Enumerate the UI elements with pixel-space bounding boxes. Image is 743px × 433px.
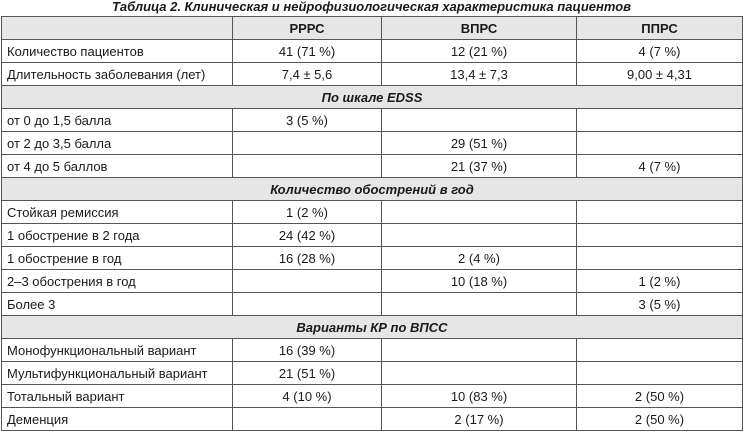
row-label-cell: Более 3 [2, 293, 233, 316]
row-label-cell: Количество пациентов [2, 40, 233, 63]
header-cell-vprs: ВПРС [382, 17, 577, 40]
patients-table [1, 16, 743, 431]
value-cell [577, 109, 743, 132]
value-cell: 7,4 ± 5,6 [233, 63, 382, 86]
value-cell: 21 (51 %) [233, 362, 382, 385]
value-cell: 16 (39 %) [233, 339, 382, 362]
row-label-cell: Деменция [2, 408, 233, 431]
table-row [2, 270, 743, 293]
value-cell: 4 (7 %) [577, 155, 743, 178]
value-cell: 21 (37 %) [382, 155, 577, 178]
table-row [2, 293, 743, 316]
value-cell: 29 (51 %) [382, 132, 577, 155]
value-cell: 2 (50 %) [577, 385, 743, 408]
value-cell: 3 (5 %) [577, 293, 743, 316]
row-label-cell: Стойкая ремиссия [2, 201, 233, 224]
row-label-cell: 2–3 обострения в год [2, 270, 233, 293]
table-row [2, 224, 743, 247]
row-label-cell: Монофункциональный вариант [2, 339, 233, 362]
table-row [2, 339, 743, 362]
value-cell [382, 362, 577, 385]
value-cell: 16 (28 %) [233, 247, 382, 270]
value-cell: 1 (2 %) [577, 270, 743, 293]
value-cell [382, 293, 577, 316]
value-cell [577, 201, 743, 224]
value-cell: 4 (7 %) [577, 40, 743, 63]
value-cell [577, 362, 743, 385]
row-label-cell: Тотальный вариант [2, 385, 233, 408]
header-cell-pprs: ППРС [577, 17, 743, 40]
header-cell-label [2, 17, 233, 40]
value-cell [577, 224, 743, 247]
value-cell [233, 408, 382, 431]
value-cell: 3 (5 %) [233, 109, 382, 132]
value-cell [233, 132, 382, 155]
row-label-cell: 1 обострение в 2 года [2, 224, 233, 247]
table-row [2, 201, 743, 224]
table-row [2, 408, 743, 431]
row-label-cell: Длительность заболевания (лет) [2, 63, 233, 86]
value-cell: 24 (42 %) [233, 224, 382, 247]
table-row [2, 362, 743, 385]
value-cell [382, 224, 577, 247]
table-row [2, 155, 743, 178]
value-cell [382, 201, 577, 224]
value-cell [382, 109, 577, 132]
section-header-row [2, 178, 743, 201]
value-cell: 13,4 ± 7,3 [382, 63, 577, 86]
table-row [2, 109, 743, 132]
value-cell: 12 (21 %) [382, 40, 577, 63]
section-title: Варианты КР по ВПСС [2, 316, 743, 339]
section-header-row [2, 316, 743, 339]
value-cell: 9,00 ± 4,31 [577, 63, 743, 86]
value-cell [577, 247, 743, 270]
value-cell: 41 (71 %) [233, 40, 382, 63]
table-row [2, 247, 743, 270]
table-body [2, 40, 743, 431]
value-cell: 4 (10 %) [233, 385, 382, 408]
row-label-cell: от 4 до 5 баллов [2, 155, 233, 178]
row-label-cell: от 2 до 3,5 балла [2, 132, 233, 155]
value-cell: 2 (17 %) [382, 408, 577, 431]
section-title: Количество обострений в год [2, 178, 743, 201]
value-cell: 1 (2 %) [233, 201, 382, 224]
value-cell [577, 132, 743, 155]
value-cell [233, 270, 382, 293]
table-header-row [2, 17, 743, 40]
row-label-cell: от 0 до 1,5 балла [2, 109, 233, 132]
table-row [2, 385, 743, 408]
row-label-cell: 1 обострение в год [2, 247, 233, 270]
row-label-cell: Мультифункциональный вариант [2, 362, 233, 385]
value-cell: 2 (4 %) [382, 247, 577, 270]
value-cell [382, 339, 577, 362]
value-cell [577, 339, 743, 362]
section-header-row [2, 86, 743, 109]
value-cell [233, 155, 382, 178]
value-cell [233, 293, 382, 316]
value-cell: 10 (83 %) [382, 385, 577, 408]
section-title: По шкале EDSS [2, 86, 743, 109]
table-caption: Таблица 2. Клиническая и нейрофизиологическая характеристика пациентов [111, 0, 632, 14]
value-cell: 2 (50 %) [577, 408, 743, 431]
value-cell: 10 (18 %) [382, 270, 577, 293]
table-row [2, 40, 743, 63]
header-cell-rrrs: РРРС [233, 17, 382, 40]
table-row [2, 132, 743, 155]
table-row [2, 63, 743, 86]
